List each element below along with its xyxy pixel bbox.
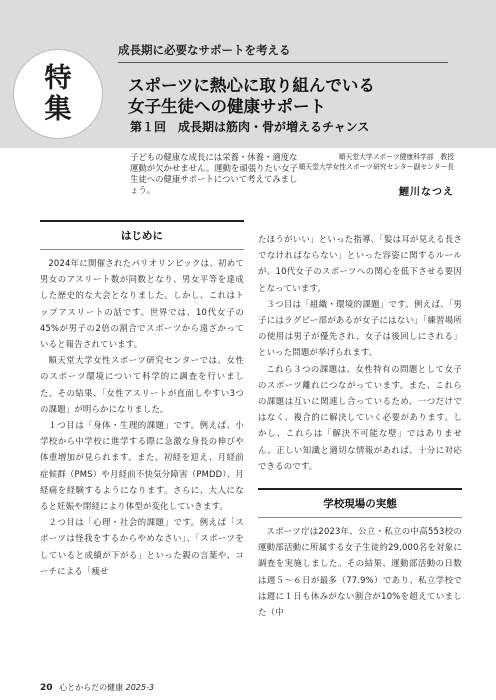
intro-paragraph-2: 順天堂大学女性スポーツ研究センターでは、女性のスポーツ環境について科学的に調査を行いました。その結果、「女性アスリートが直面しやすい3つの課題」が明らかになりました。 xyxy=(40,355,244,414)
right-paragraph-1: たほうがいい」といった指導、「髪は耳が見える長さでなければならない」といった容姿に関するルールが、10代女子のスポーツへの関心を低下させる要因となっています。 xyxy=(258,234,462,293)
right-paragraph-2: ３つ目は「組織・環境的課題」です。例えば、「男子にはラグビー部があるが女子にはない」「練習場所の使用は男子が優先され、女子は後回しにされる」といった問題が挙げられます。 xyxy=(258,298,462,358)
feature-badge-char-2: 集 xyxy=(44,94,72,125)
right-column xyxy=(258,231,462,620)
issue-number: 2025-3 xyxy=(125,683,154,692)
feature-badge xyxy=(14,50,102,138)
intro-paragraph-3: １つ目は「身体・生理的課題」です。例えば、小学校から中学校に進学する際に急激な身長の伸びや体重増加が見られます。また、初経を迎え、月経前症候群（PMS）や月経前不快気分障害（PMDD）、月経痛を経験するようになります。さらに、大人になると妊娠や閉経により体型が変化していきます。 xyxy=(40,420,244,512)
article-title-line-2: 女子生徒への健康サポート xyxy=(128,97,326,116)
school-paragraph-1: スポーツ庁は2023年、公立・私立の中高553校の運動部活動に所属する女子生徒約29,000名を対象に調査を実施しました。その結果、運動部活動の日数は週５〜６日が最多（77.9%）であり、私立学校では週に１日も休みがない割合が10%を超えていました（中 xyxy=(258,526,462,618)
right-paragraph-3: これら３つの課題は、女性特有の問題として女子のスポーツ離れにつながっています。また、これらの課題は互いに関連し合っているため、一つだけではなく、複合的に解決していく必要があります。しかし、これらは「解決不可能な壁」ではありません。正しい知識と適切な情報があれば、十分に対応できるのです。 xyxy=(258,363,462,471)
page-number: 20 xyxy=(40,683,53,693)
feature-badge-char-1: 特 xyxy=(44,63,72,94)
author-affiliation xyxy=(298,152,454,172)
author-name: 鯉川なつえ xyxy=(399,187,454,198)
author-affiliation-line-2: 順天堂大学女性スポーツ研究センター副センター長 xyxy=(298,163,454,171)
article-subtitle: 第１回 成長期は筋肉・骨が増えるチャンス xyxy=(130,120,370,134)
kicker-divider xyxy=(118,62,448,63)
series-kicker: 成長期に必要なサポートを考える xyxy=(118,43,291,57)
page-footer xyxy=(40,682,154,693)
lead-paragraph: 子どもの健康な成長には栄養・休養・適度な運動が欠かせません。運動を頑張りたい女子生徒への健康サポートについて考えてみましょう。 xyxy=(130,152,299,195)
section-gap xyxy=(258,474,462,488)
intro-paragraph-1: 2024年に開催されたパリオリンピックは、初めて男女のアスリート数が同数となり、男女平等を達成した歴史的な大会となりました。しかし、これはトップアスリートの話です。世界では、10代女子の45%が男子の2倍の割合でスポーツから遠ざかっていると報告されています。 xyxy=(40,258,244,350)
author-affiliation-line-1: 順天堂大学スポーツ健康科学部 教授 xyxy=(338,153,454,161)
magazine-name: 心とからだの健康 xyxy=(59,683,124,692)
intro-paragraph-4: ２つ目は「心理・社会的課題」です。例えば「スポーツは怪我をするからやめなさい」、「スポーツをしていると成績が下がる」といった親の言葉や、コーチによる「痩せ xyxy=(40,517,244,576)
section-heading-intro: はじめに xyxy=(40,220,244,250)
section-heading-school: 学校現場の実態 xyxy=(258,488,462,518)
left-column xyxy=(40,220,244,579)
article-title-line-1: スポーツに熱心に取り組んでいる xyxy=(128,76,375,95)
